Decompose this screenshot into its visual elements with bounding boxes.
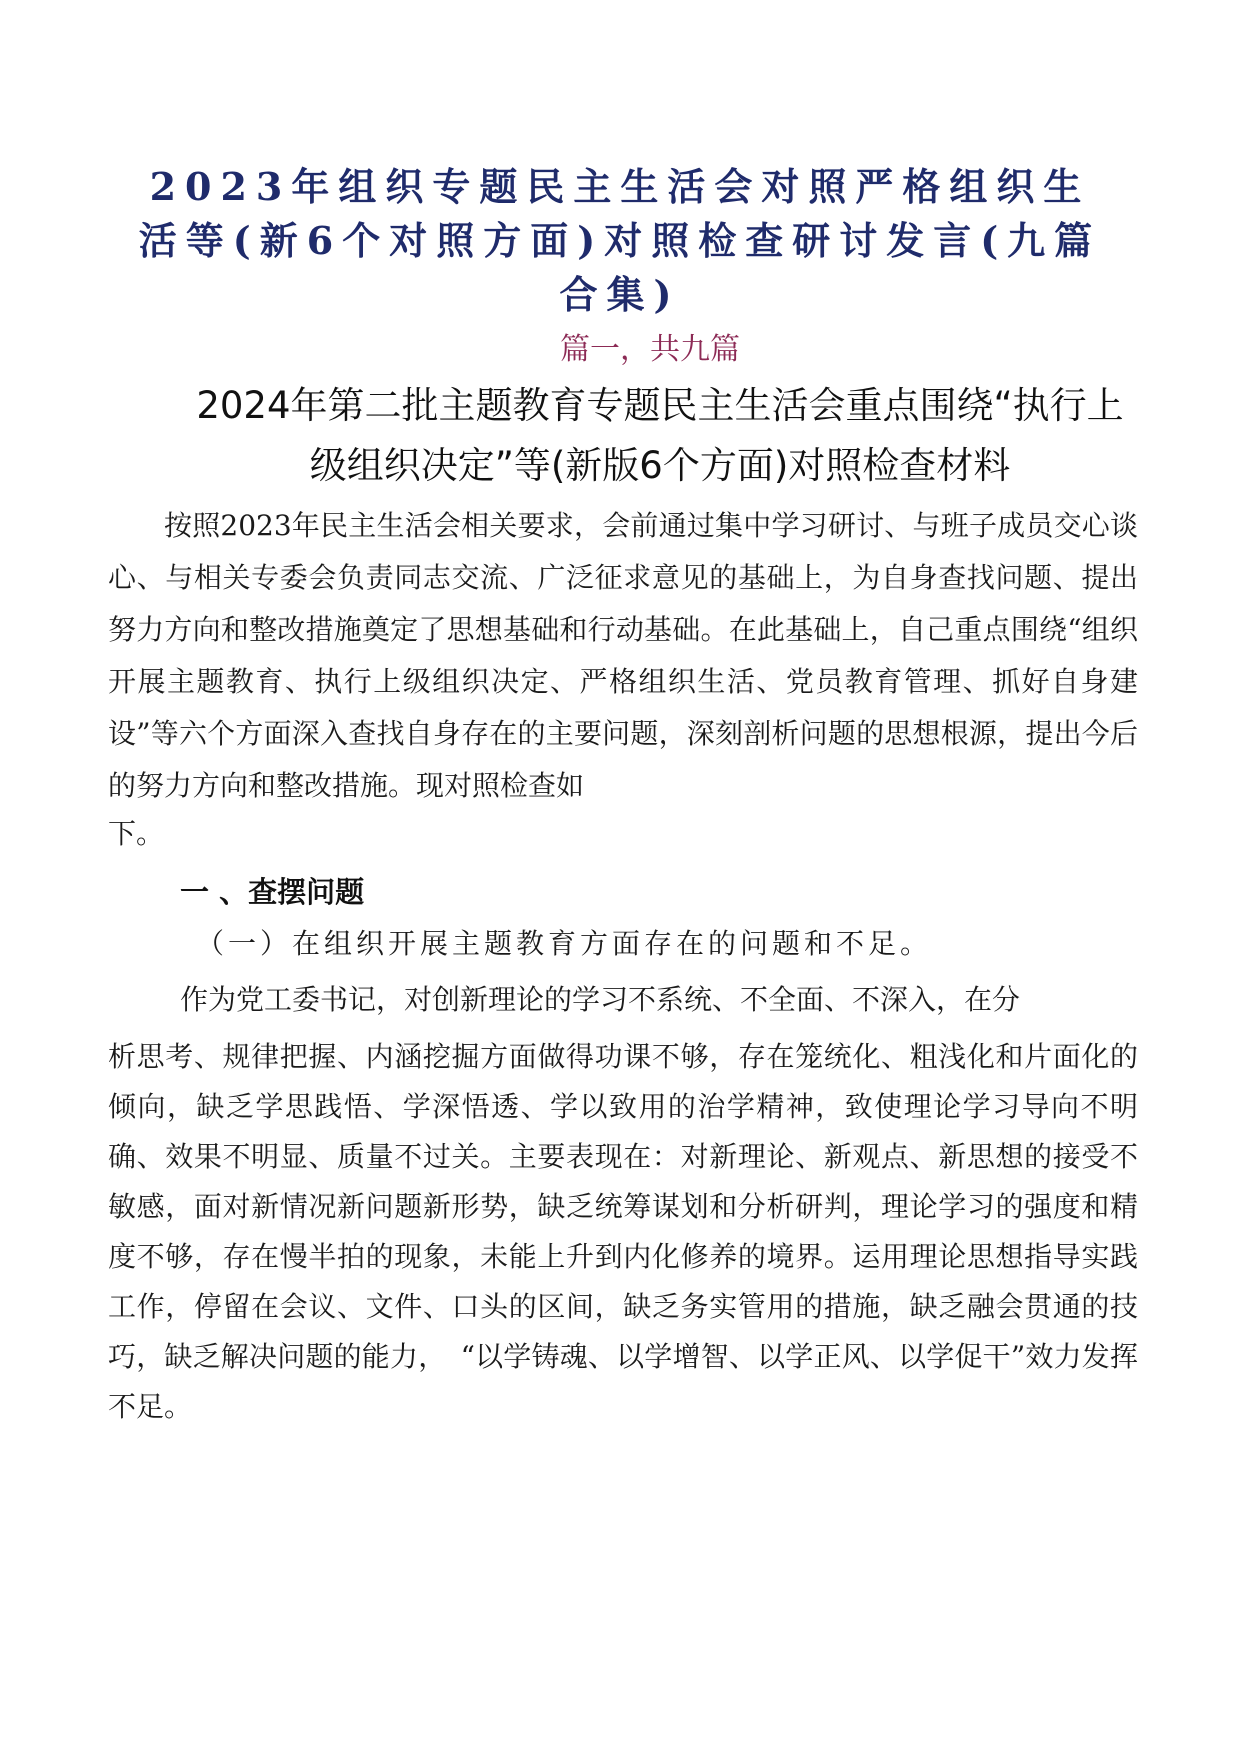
paragraph-body: 析思考、规律把握、内涵挖掘方面做得功课不够，存在笼统化、粗浅化和片面化的倾向，缺乏学思践悟、学深悟透、学以致用的治学精神，致使理论学习导向不明确、效果不明显、质量不过关。主要表现在：对新理论、新观点、新思想的接受不敏感，面对新情况新问题新形势，缺乏统筹谋划和分析研判，理论学习的强度和精度不够，存在慢半拍的现象，未能上升到内化修养的境界。运用理论思想指导实践工作，停留在会议、文件、口头的区间，缺乏务实管用的措施，缺乏融会贯通的技巧，缺乏解决问题的能力， “以学铸魂、以学增智、以学正风、以学促干”效力发挥不足。 (108, 1040, 1138, 1423)
part-label: 篇一，共九篇 (560, 332, 740, 367)
paragraph-first-line: 作为党工委书记，对创新理论的学习不系统、不全面、不深入，在分 (180, 983, 1021, 1016)
document-title: 2023年组织专题民主生活会对照严格组织生活等(新6个对照方面)对照检查研讨发言(九篇合集) (138, 164, 1102, 317)
intro-paragraph-tail: 下。 (108, 817, 165, 850)
sub-heading: （一）在组织开展主题教育方面存在的问题和不足。 (196, 927, 933, 960)
section-title: 2024年第二批主题教育专题民主生活会重点围绕“执行上级组织决定”等(新版6个方面)对照检查材料 (196, 384, 1124, 487)
intro-paragraph: 按照2023年民主生活会相关要求，会前通过集中学习研讨、与班子成员交心谈心、与相关专委会负责同志交流、广泛征求意见的基础上，为自身查找问题、提出努力方向和整改措施奠定了思想基础和行动基础。在此基础上，自己重点围绕“组织开展主题教育、执行上级组织决定、严格组织生活、党员教育管理、抓好自身建设”等六个方面深入查找自身存在的主要问题，深刻剖析问题的思想根源，提出今后的努力方向和整改措施。现对照检查如 (108, 509, 1138, 802)
section-heading: 一 、查摆问题 (180, 875, 365, 909)
